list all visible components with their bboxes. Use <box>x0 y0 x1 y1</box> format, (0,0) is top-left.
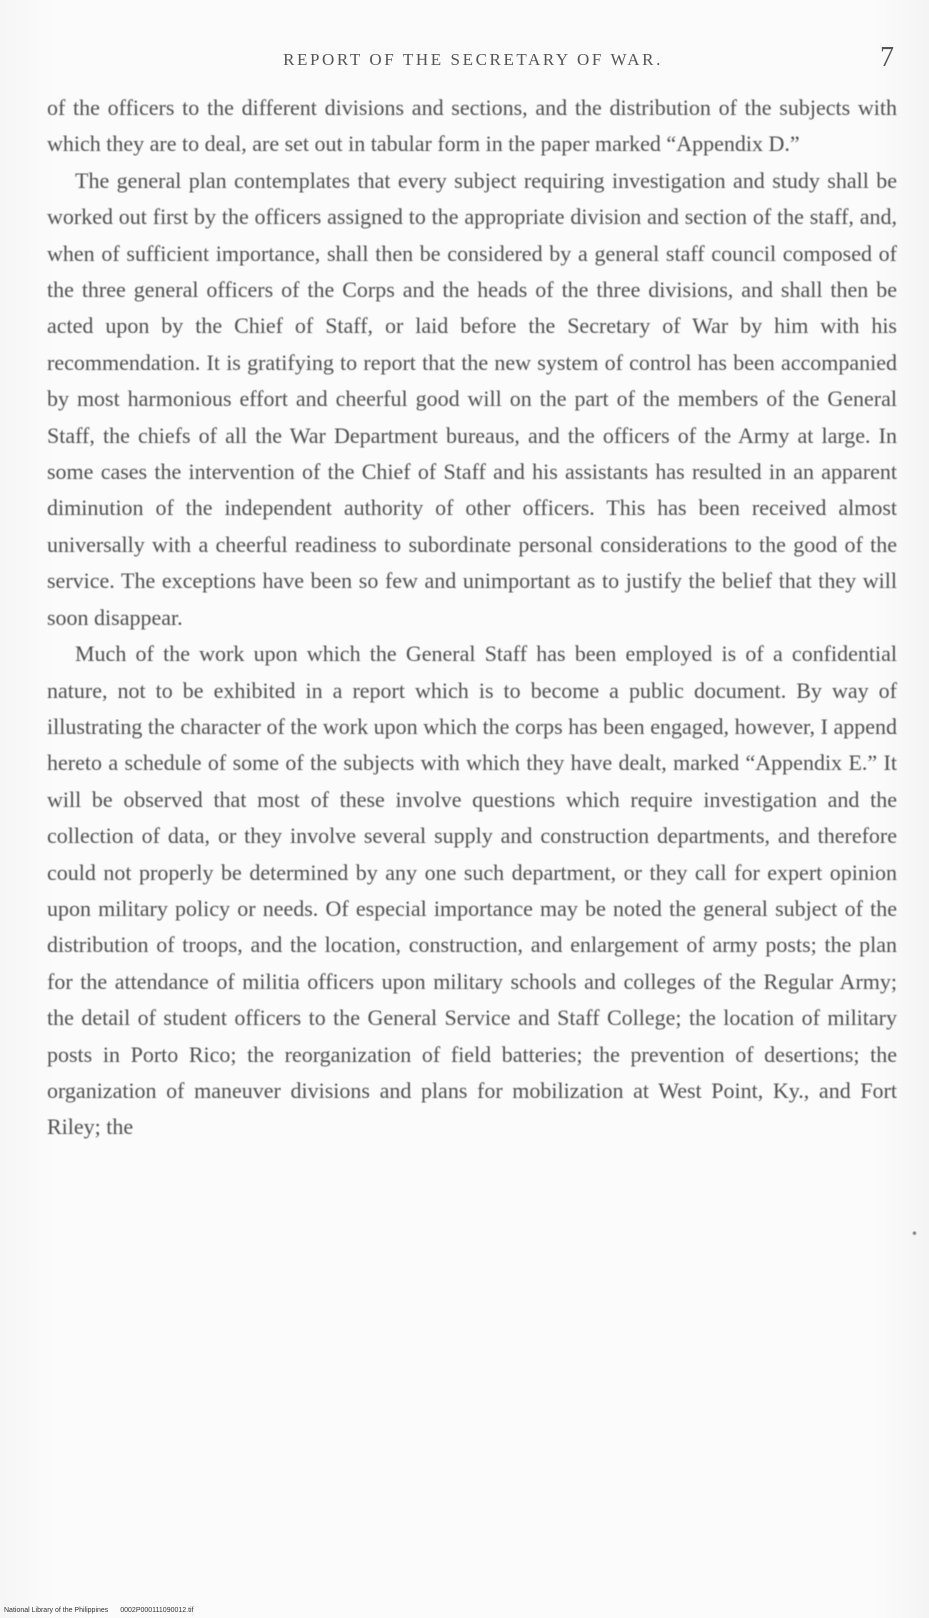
paragraph-general-plan: The general plan contemplates that every subject requiring investigation and study shall be worked out first by the officers assigned to the appropriate division and section of the staff, and, when of sufficient importance, shall then be considered by a general staff council composed of the three general officers of the Corps and the heads of the three divisions, and shall then be acted upon by the Chief of Staff, or laid before the Secretary of War by him with his recommendation. It is gratifying to report that the new system of control has been accompanied by most harmonious effort and cheerful good will on the part of the members of the General Staff, the chiefs of all the War Department bureaus, and the officers of the Army at large. In some cases the intervention of the Chief of Staff and his assistants has resulted in an apparent diminution of the independent authority of other officers. This has been received almost universally with a cheerful readiness to subordinate personal considerations to the good of the service. The exceptions have been so few and unimportant as to justify the belief that they will soon disappear. <box>47 167 897 630</box>
body-text <box>47 90 897 1146</box>
page-number: 7 <box>880 42 894 73</box>
footer-source: National Library of the Philippines <box>4 1607 109 1614</box>
paragraph-work-of-general-staff: Much of the work upon which the General Staff has been employed is of a confidential nature, not to be exhibited in a report which is to become a public document. By way of illustrating the character of the work upon which the corps has been engaged, however, I append hereto a schedule of some of the subjects with which they have dealt, marked “Appendix E.” It will be observed that most of these involve questions which require investigation and the collection of data, or they involve several supply and construction departments, and therefore could not properly be determined by any one such department, or they call for expert opinion upon military policy or needs. Of especial importance may be noted the general subject of the distribution of troops, and the location, construction, and enlargement of army posts; the plan for the attendance of militia officers upon military schools and colleges of the Regular Army; the detail of student officers to the General Service and Staff College; the location of military posts in Porto Rico; the reorganization of field batteries; the prevention of desertions; the organization of maneuver divisions and plans for mobilization at West Point, Ky., and Fort Riley; the <box>47 641 897 1140</box>
running-head <box>48 42 898 82</box>
margin-mark: • <box>912 1227 917 1242</box>
scan-footer <box>4 1607 194 1614</box>
footer-identifier: 0002P000111090012.tif <box>120 1607 194 1614</box>
running-title: REPORT OF THE SECRETARY OF WAR. <box>283 50 663 69</box>
paragraph-continuation: of the officers to the different divisions and sections, and the distribution of the subjects with which they are to deal, are set out in tabular form in the paper marked “Appendix D.” <box>47 95 897 157</box>
